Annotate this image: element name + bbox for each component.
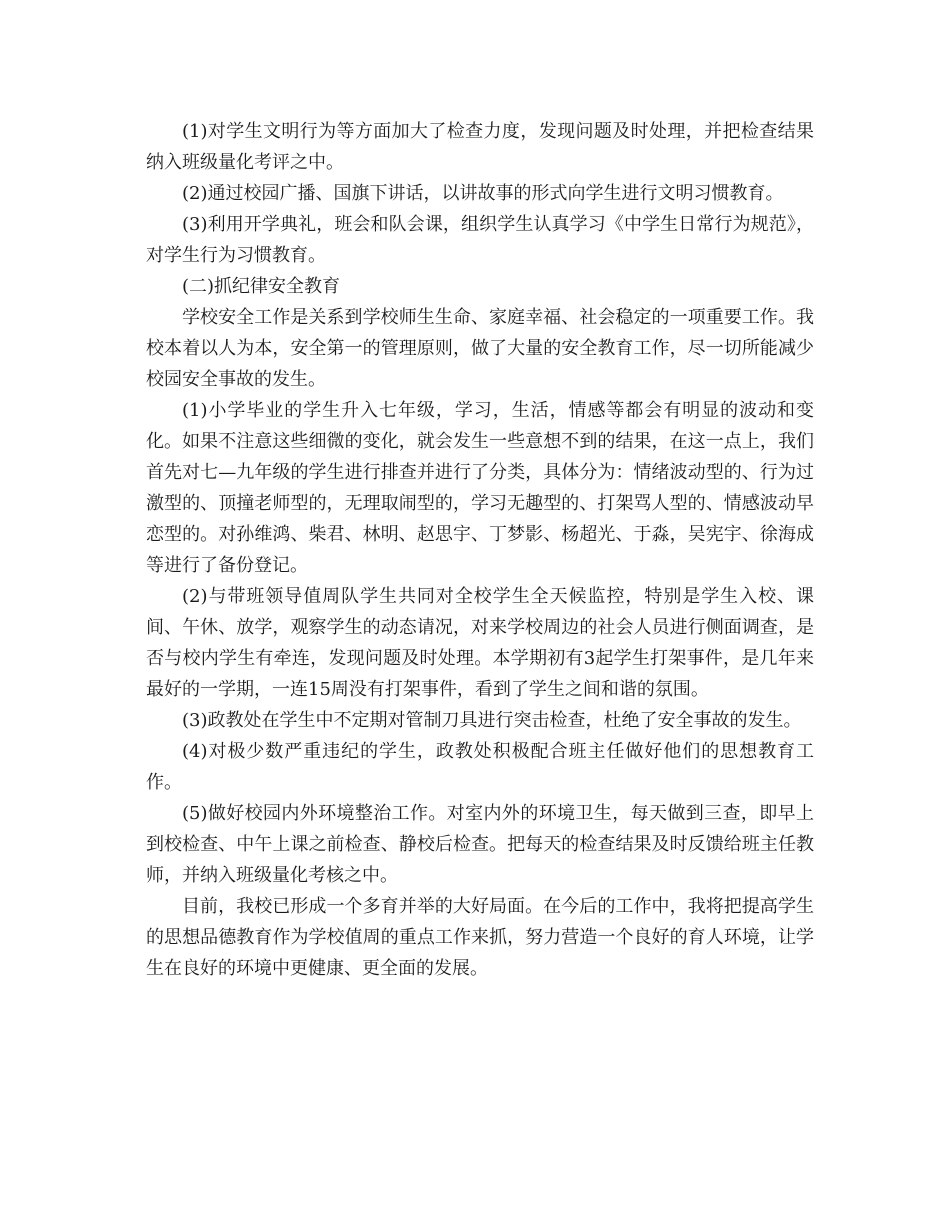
paragraph-serious-violations: (4)对极少数严重违纪的学生，政教处积极配合班主任做好他们的思想教育工作。 [146,741,814,793]
section-heading-discipline-safety: (二)抓纪律安全教育 [182,276,341,297]
paragraph-knife-inspection: (3)政教处在学生中不定期对管制刀具进行突击检查，杜绝了安全事故的发生。 [182,710,802,731]
paragraph-civility-inspection: (1)对学生文明行为等方面加大了检查力度，发现问题及时处理，并把检查结果纳入班级量化考评之中。 [146,121,814,173]
document-body [146,116,814,984]
paragraph-code-of-conduct: (3)利用开学典礼，班会和队会课，组织学生认真学习《中学生日常行为规范》，对学生行为习惯教育。 [146,214,814,266]
paragraph-broadcast-education: (2)通过校园广播、国旗下讲话，以讲故事的形式向学生进行文明习惯教育。 [182,183,784,204]
paragraph-conclusion: 目前，我校已形成一个多育并举的大好局面。在今后的工作中，我将把提高学生的思想品德教育作为学校值周的重点工作来抓，努力营造一个良好的育人环境，让学生在良好的环境中更健康、更全面的发展。 [146,896,814,979]
paragraph-safety-intro: 学校安全工作是关系到学校师生生命、家庭幸福、社会稳定的一项重要工作。我校本着以人为本，安全第一的管理原则，做了大量的安全教育工作，尽一切所能减少校园安全事故的发生。 [146,307,814,390]
paragraph-monitoring: (2)与带班领导值周队学生共同对全校学生全天候监控，特别是学生入校、课间、午休、放学，观察学生的动态请况，对来学校周边的社会人员进行侧面调查，是否与校内学生有牵连，发现问题及时处理。本学期初有3起学生打架事件，是几年来最好的一学期，一连15周没有打架事件，看到了学生之间和谐的氛围。 [146,586,814,700]
paragraph-student-screening: (1)小学毕业的学生升入七年级，学习，生活，情感等都会有明显的波动和变化。如果不注意这些细微的变化，就会发生一些意想不到的结果，在这一点上，我们首先对七—九年级的学生进行排查并进行了分类，具体分为：情绪波动型的、行为过激型的、顶撞老师型的，无理取闹型的，学习无趣型的、打架骂人型的、情感波动早恋型的。对孙维鸿、柴君、林明、赵思宇、丁梦影、杨超光、于淼，吴宪宇、徐海成等进行了备份登记。 [146,400,814,576]
paragraph-environment: (5)做好校园内外环境整治工作。对室内外的环境卫生，每天做到三查，即早上到校检查、中午上课之前检查、静校后检查。把每天的检查结果及时反馈给班主任教师，并纳入班级量化考核之中。 [146,803,814,886]
